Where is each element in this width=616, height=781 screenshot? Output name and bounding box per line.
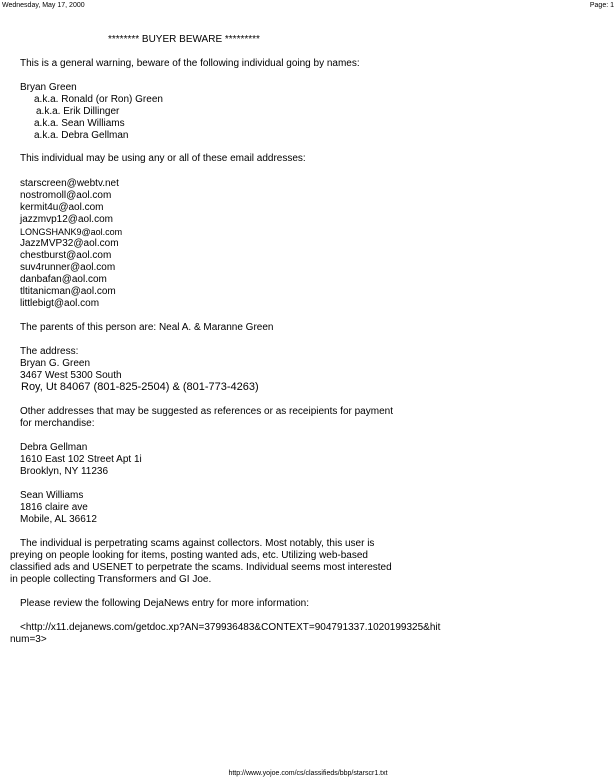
scam-paragraph-line: in people collecting Transformers and GI Joe. <box>10 574 212 585</box>
review-text: Please review the following DejaNews entry for more information: <box>20 598 310 609</box>
other-addresses-text: for merchandise: <box>20 418 95 429</box>
sean-city: Mobile, AL 36612 <box>20 514 97 525</box>
email-item: kermit4u@aol.com <box>20 202 104 213</box>
email-item: tltitanicman@aol.com <box>20 286 116 297</box>
alias-item: a.k.a. Sean Williams <box>34 118 125 129</box>
footer-url: http://www.yojoe.com/cs/classifieds/bbp/starscr1.txt <box>228 770 388 777</box>
parents-text: The parents of this person are: Neal A. & Maranne Green <box>20 322 274 333</box>
email-item: starscreen@webtv.net <box>20 178 119 189</box>
email-item: JazzMVP32@aol.com <box>20 238 119 249</box>
email-item: nostromoll@aol.com <box>20 190 112 201</box>
dejanews-link[interactable]: <http://x11.dejanews.com/getdoc.xp?AN=379936483&CONTEXT=904791337.1020199325&hit <box>20 622 441 633</box>
debra-name: Debra Gellman <box>20 442 88 453</box>
primary-name: Bryan Green <box>20 82 77 93</box>
address-label: The address: <box>20 346 79 357</box>
alias-item: a.k.a. Ronald (or Ron) Green <box>34 94 163 105</box>
alias-item: a.k.a. Debra Gellman <box>34 130 129 141</box>
other-addresses-text: Other addresses that may be suggested as references or as receipients for payment <box>20 406 393 417</box>
dejanews-link-continued[interactable]: num=3> <box>10 634 47 645</box>
sean-name: Sean Williams <box>20 490 84 501</box>
print-date: Wednesday, May 17, 2000 <box>2 2 85 9</box>
email-item: jazzmvp12@aol.com <box>20 214 113 225</box>
address-name: Bryan G. Green <box>20 358 91 369</box>
email-item: LONGSHANK9@aol.com <box>20 227 123 237</box>
address-street: 3467 West 5300 South <box>20 370 122 381</box>
scam-paragraph-line: preying on people looking for items, posting wanted ads, etc. Utilizing web-based <box>10 550 368 561</box>
alias-item: a.k.a. Erik Dillinger <box>36 106 120 117</box>
page-title: ******** BUYER BEWARE ********* <box>108 34 260 45</box>
scam-paragraph-line: The individual is perpetrating scams against collectors. Most notably, this user is <box>20 538 375 549</box>
address-city-phone: Roy, Ut 84067 (801-825-2504) & (801-773-4263) <box>21 381 259 393</box>
scam-paragraph-line: classified ads and USENET to perpetrate the scams. Individual seems most interested <box>10 562 392 573</box>
email-item: littlebigt@aol.com <box>20 298 100 309</box>
email-item: chestburst@aol.com <box>20 250 112 261</box>
debra-city: Brooklyn, NY 11236 <box>20 466 109 477</box>
intro-text: This is a general warning, beware of the following individual going by names: <box>20 58 360 69</box>
email-item: suv4runner@aol.com <box>20 262 116 273</box>
debra-street: 1610 East 102 Street Apt 1i <box>20 454 142 465</box>
page-number: Page: 1 <box>589 2 614 9</box>
email-item: danbafan@aol.com <box>20 274 107 285</box>
email-intro: This individual may be using any or all of these email addresses: <box>20 153 306 164</box>
sean-street: 1816 claire ave <box>20 502 88 513</box>
